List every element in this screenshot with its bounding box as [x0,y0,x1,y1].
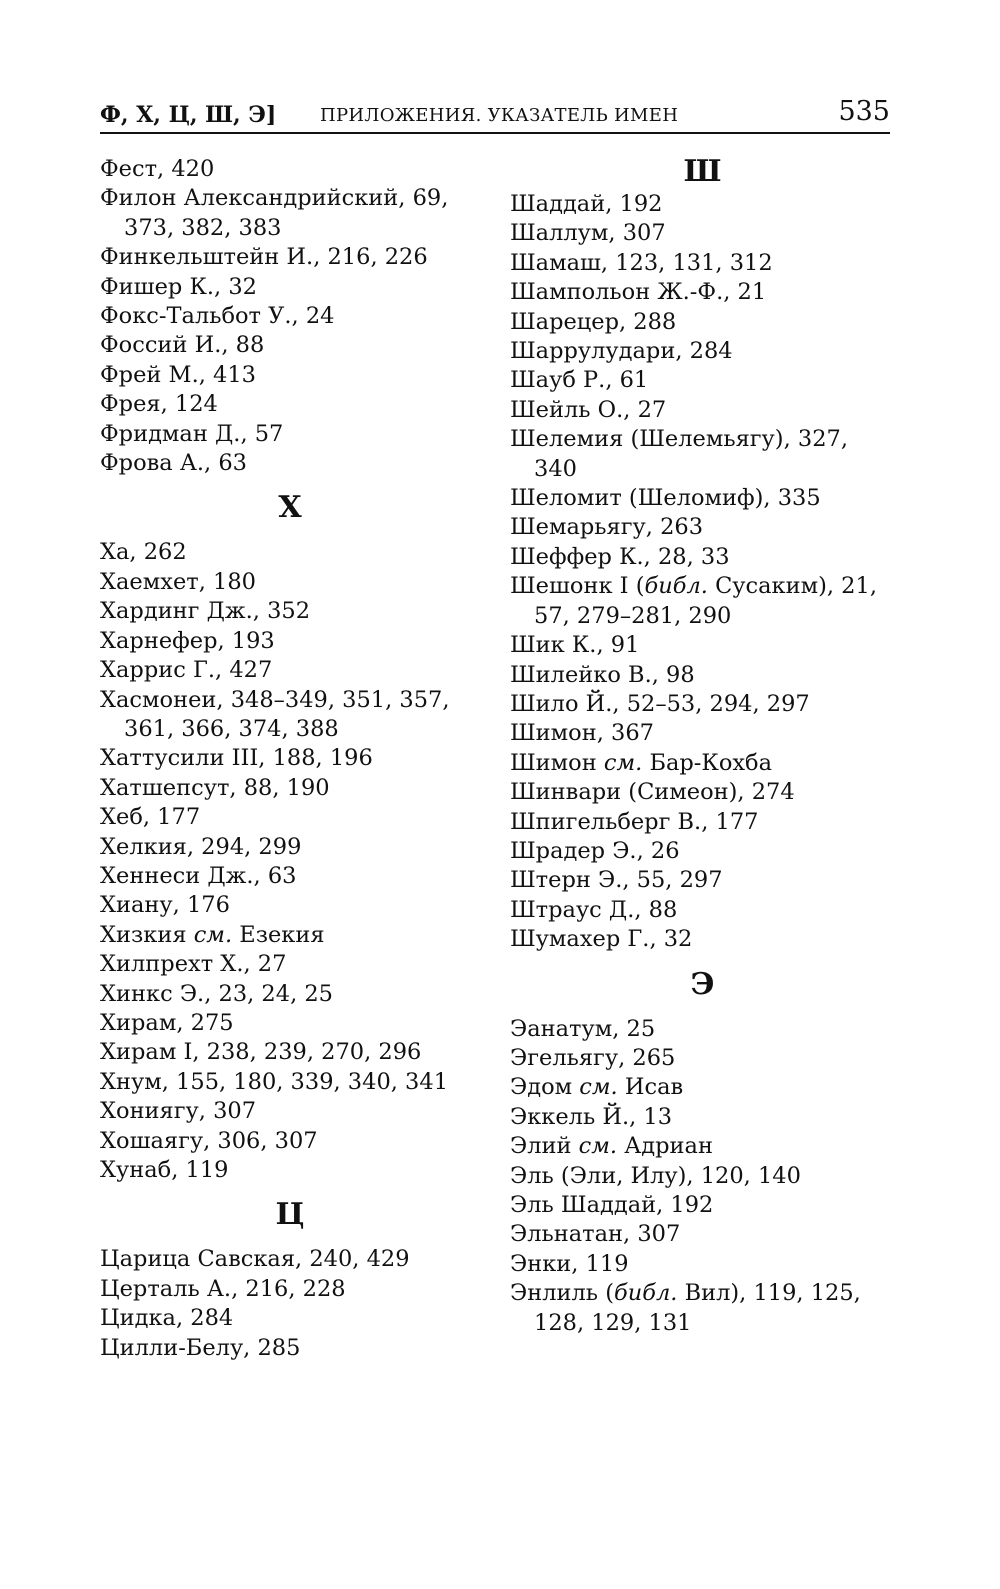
entry-shileyko: Шилейко В., 98 [510,661,695,688]
entry-edom-name: Эдом [510,1074,573,1101]
entry-khizkiya-name: Хизкия [100,921,187,948]
entry-shimon-see [510,749,895,778]
entry-freya: Фрея, 124 [100,391,218,418]
entry-shimon: Шимон, 367 [510,720,654,747]
entry-fisher: Фишер К., 32 [100,273,257,300]
entry-tsertal: Церталь А., 216, 228 [100,1275,346,1302]
entry-frey: Фрей М., 413 [100,361,256,388]
entry-sheshonk-name: Шешонк I ( [510,573,645,600]
bibl-abbreviation: библ. [613,1280,678,1307]
entry-shtraus: Штраус Д., 88 [510,896,678,923]
entry-elnatan: Эльнатан, 307 [510,1221,681,1248]
left-column [100,155,480,1363]
section-letter-e: Э [690,966,715,1002]
entry-sheshonk [510,572,895,631]
entry-eliy [510,1132,895,1161]
entry-filon-line1: Филон Александрийский, 69, [100,185,449,212]
see-reference: см. [579,1074,618,1101]
entry-shimon-see-name: Шимон [510,749,597,776]
entry-enlil-rest: Вил), 119, 125, [677,1280,861,1307]
entry-khizkiya-target: Езекия [239,921,325,948]
entry-egelyagu: Эгельягу, 265 [510,1044,676,1071]
entry-shampolon: Шампольон Ж.-Ф., 21 [510,279,767,306]
entry-shelomit: Шеломит (Шеломиф), 335 [510,485,821,512]
entry-sharruludari: Шаррулудари, 284 [510,338,733,365]
entry-eliy-target: Адриан [624,1133,713,1160]
entry-khatshepsut: Хатшепсут, 88, 190 [100,774,330,801]
entry-khunab: Хунаб, 119 [100,1157,229,1183]
entry-filon-line2: 373, 382, 383 [124,214,282,241]
section-letter-ts: Ц [275,1197,305,1233]
entry-shemaryagu: Шемарьягу, 263 [510,514,704,541]
entry-khianu: Хиану, 176 [100,892,230,919]
entry-khasmonei-line1: Хасмонеи, 348–349, 351, 357, [100,686,450,713]
entry-shimon-see-target: Бар-Кохба [649,749,773,776]
entry-khnum: Хнум, 155, 180, 339, 340, 341 [100,1068,449,1095]
entry-fridman: Фридман Д., 57 [100,420,284,447]
entry-enlil [510,1279,895,1338]
entry-sharetser: Шарецер, 288 [510,308,677,335]
entry-el-shadday: Эль Шаддай, 192 [510,1192,714,1218]
entry-khasmonei [100,686,480,745]
entry-khiram: Хирам, 275 [100,1009,234,1036]
section-letter-sh: Ш [683,154,722,189]
entry-shadday: Шаддай, 192 [510,191,663,217]
entry-khoshayagu: Хошаягу, 306, 307 [100,1127,318,1154]
entry-eanatum: Эанатум, 25 [510,1015,656,1042]
entry-khaemkhet: Хаемхет, 180 [100,568,256,595]
bibl-abbreviation: библ. [644,573,708,600]
entry-shamash: Шамаш, 123, 131, 312 [510,249,773,276]
entry-tsaritsa: Царица Савская, 240, 429 [100,1246,410,1273]
section-letter-kh: Х [278,490,302,526]
entry-shelemiya-line2: 340 [534,455,577,482]
entry-kheb: Хеб, 177 [100,804,201,831]
entry-fest: Фест, 420 [100,156,215,182]
header-letters: Ф, Х, Ц, Ш, Э] [100,102,277,128]
entry-khiram-i: Хирам I, 238, 239, 270, 296 [100,1039,422,1066]
entry-kha: Ха, 262 [100,539,187,566]
entry-khelkiya: Хелкия, 294, 299 [100,833,302,860]
entry-tsidka: Цидка, 284 [100,1305,234,1332]
see-reference: см. [578,1133,618,1160]
entry-edom [510,1073,895,1102]
entry-sheyl: Шейль О., 27 [510,396,667,423]
entry-sheshonk-rest: Сусаким), 21, [707,573,877,600]
entry-tsilli-belu: Цилли-Белу, 285 [100,1334,301,1361]
entry-filon [100,184,480,243]
entry-frova: Фрова А., 63 [100,450,247,477]
entry-khennesi: Хеннеси Дж., 63 [100,862,297,889]
page-number: 535 [838,96,890,127]
entry-enki: Энки, 119 [510,1250,629,1277]
entry-shpigelberg: Шпигельберг В., 177 [510,808,759,835]
entry-enlil-line2: 128, 129, 131 [534,1309,692,1336]
entry-khinks: Хинкс Э., 23, 24, 25 [100,980,333,1007]
running-header [100,96,890,134]
entry-khilprekht: Хилпрехт Х., 27 [100,951,287,978]
entry-sheffer: Шеффер К., 28, 33 [510,543,730,570]
entry-shinvari: Шинвари (Симеон), 274 [510,779,795,806]
entry-shumakher: Шумахер Г., 32 [510,926,693,953]
entry-shelemiya [510,425,895,484]
entry-shallum: Шаллум, 307 [510,220,666,247]
entry-edom-target: Исав [624,1074,684,1101]
entry-sheshonk-line2: 57, 279–281, 290 [534,602,732,629]
entry-khizkiya [100,921,480,950]
entry-shtern: Штерн Э., 55, 297 [510,867,723,894]
entry-shik: Шик К., 91 [510,632,640,659]
entry-kharding: Хардинг Дж., 352 [100,598,311,625]
entry-ekkel: Эккель Й., 13 [510,1103,673,1130]
entry-enlil-name: Энлиль ( [510,1280,614,1307]
entry-khasmonei-line2: 361, 366, 374, 388 [124,715,339,742]
header-title: ПРИЛОЖЕНИЯ. УКАЗАТЕЛЬ ИМЕН [320,105,679,126]
entry-khattusili: Хаттусили III, 188, 196 [100,745,373,772]
entry-shilo: Шило Й., 52–53, 294, 297 [510,690,810,717]
entry-shrader: Шрадер Э., 26 [510,837,680,864]
right-column [510,155,895,1338]
entry-kharnefer: Харнефер, 193 [100,627,275,654]
see-reference: см. [193,921,233,948]
entry-fossiy: Фоссий И., 88 [100,332,265,359]
entry-foks-talbot: Фокс-Тальбот У., 24 [100,303,335,330]
entry-shelemiya-line1: Шелемия (Шелемьягу), 327, [510,426,848,453]
entry-el: Эль (Эли, Илу), 120, 140 [510,1162,801,1189]
entry-eliy-name: Элий [510,1133,572,1160]
entry-finkelshtein: Финкельштейн И., 216, 226 [100,244,428,271]
entry-kharris: Харрис Г., 427 [100,657,273,684]
see-reference: см. [603,749,643,776]
entry-khoniyagu: Хониягу, 307 [100,1098,257,1125]
entry-shaub: Шауб Р., 61 [510,367,649,394]
